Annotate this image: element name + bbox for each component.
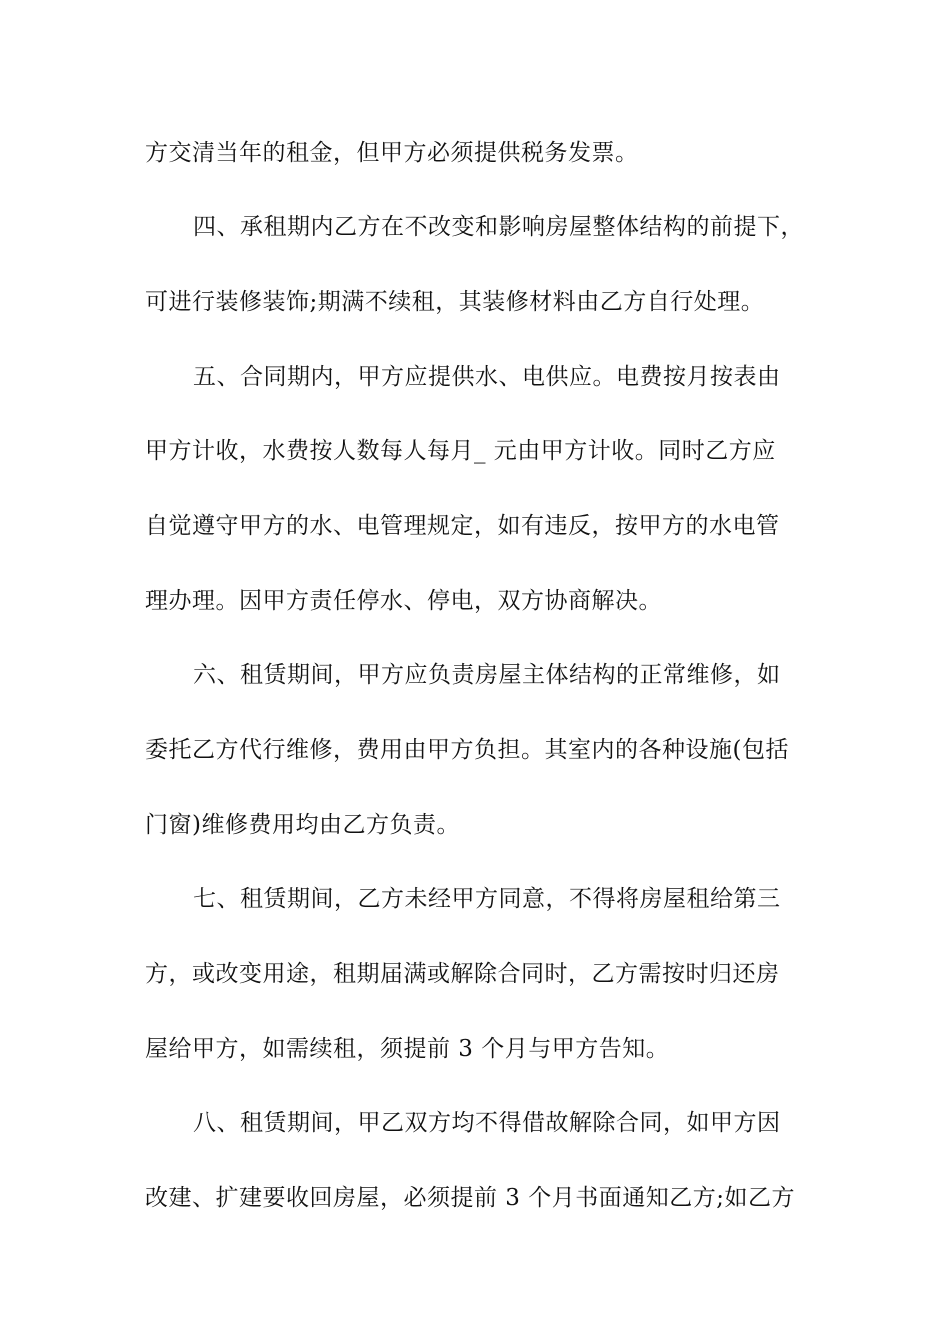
text-line: 可进行装修装饰;期满不续租，其装修材料由乙方自行处理。: [145, 289, 765, 315]
text-line: 甲方计收，水费按人数每人每月_ 元由甲方计收。同时乙方应: [145, 438, 776, 464]
clause-4-line: 四、承租期内乙方在不改变和影响房屋整体结构的前提下，: [193, 214, 804, 240]
clause-6-line: 六、租赁期间，甲方应负责房屋主体结构的正常维修，如: [193, 662, 781, 688]
clause-7-line: 七、租赁期间，乙方未经甲方同意，不得将房屋租给第三: [193, 886, 781, 912]
text-line: 屋给甲方，如需续租，须提前 3 个月与甲方告知。: [145, 1036, 670, 1062]
text-line: 理办理。因甲方责任停水、停电，双方协商解决。: [145, 588, 662, 614]
text-line: 方交清当年的租金，但甲方必须提供税务发票。: [145, 140, 639, 166]
text-line: 门窗)维修费用均由乙方负责。: [145, 812, 460, 838]
clause-8-line: 八、租赁期间，甲乙双方均不得借故解除合同，如甲方因: [193, 1110, 781, 1136]
text-line: 委托乙方代行维修，费用由甲方负担。其室内的各种设施(包括: [145, 737, 789, 763]
text-line: 自觉遵守甲方的水、电管理规定，如有违反，按甲方的水电管: [145, 513, 780, 539]
text-line: 方，或改变用途，租期届满或解除合同时，乙方需按时归还房: [145, 961, 780, 987]
clause-5-line: 五、合同期内，甲方应提供水、电供应。电费按月按表由: [193, 364, 781, 390]
text-line: 改建、扩建要收回房屋，必须提前 3 个月书面通知乙方;如乙方: [145, 1185, 796, 1211]
